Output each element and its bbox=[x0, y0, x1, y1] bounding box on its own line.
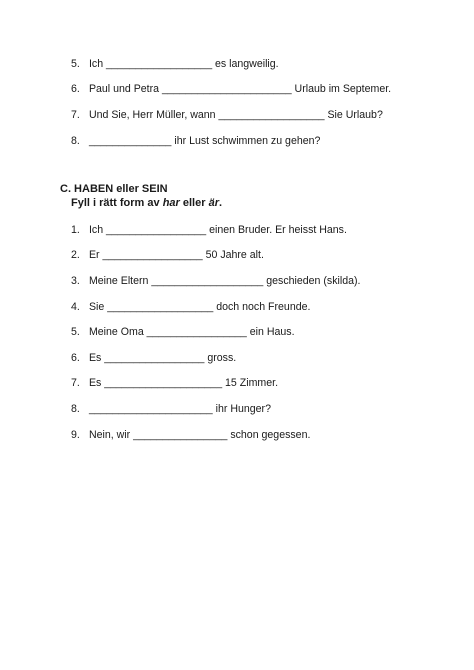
item-number: 5. bbox=[71, 58, 80, 70]
instruction-text-end: . bbox=[218, 197, 223, 209]
item-text: Es _________________ gross. bbox=[88, 352, 237, 364]
exercise-c-item-6 bbox=[71, 352, 236, 365]
instruction-word-har: har bbox=[162, 197, 180, 209]
item-number: 9. bbox=[71, 429, 80, 441]
item-number: 6. bbox=[71, 83, 80, 95]
section-c-instruction bbox=[71, 197, 222, 210]
exercise-c-item-2 bbox=[71, 249, 264, 262]
item-number: 1. bbox=[71, 224, 80, 236]
item-text: Er _________________ 50 Jahre alt. bbox=[88, 249, 264, 261]
item-text: Es ____________________ 15 Zimmer. bbox=[88, 377, 279, 389]
item-text: Paul und Petra ______________________ Urlaub im Septemer. bbox=[88, 83, 392, 95]
exercise-c-item-3 bbox=[71, 275, 360, 288]
item-number: 8. bbox=[71, 403, 80, 415]
section-c-title: C. HABEN eller SEIN bbox=[60, 183, 168, 195]
item-text: Meine Oma _________________ ein Haus. bbox=[88, 326, 295, 338]
exercise-c-item-5 bbox=[71, 326, 295, 339]
item-text: Nein, wir ________________ schon gegessen. bbox=[88, 429, 311, 441]
item-number: 4. bbox=[71, 301, 80, 313]
item-text: _____________________ ihr Hunger? bbox=[88, 403, 271, 415]
exercise-b-item-8 bbox=[71, 135, 320, 148]
item-number: 3. bbox=[71, 275, 80, 287]
item-number: 2. bbox=[71, 249, 80, 261]
item-text: Sie __________________ doch noch Freunde. bbox=[88, 301, 311, 313]
instruction-text: Fyll i rätt form av bbox=[71, 197, 163, 209]
item-number: 7. bbox=[71, 377, 80, 389]
instruction-text-mid: eller bbox=[179, 197, 209, 209]
item-text: Ich __________________ es langweilig. bbox=[88, 58, 279, 70]
item-number: 7. bbox=[71, 109, 80, 121]
item-text: ______________ ihr Lust schwimmen zu gehen? bbox=[88, 135, 321, 147]
exercise-b-item-6 bbox=[71, 83, 391, 96]
item-number: 5. bbox=[71, 326, 80, 338]
exercise-b-item-5 bbox=[71, 58, 279, 71]
exercise-c-item-9 bbox=[71, 429, 310, 442]
instruction-word-ar: är bbox=[208, 197, 219, 209]
item-text: Ich _________________ einen Bruder. Er heisst Hans. bbox=[88, 224, 347, 236]
item-text: Und Sie, Herr Müller, wann __________________ Sie Urlaub? bbox=[88, 109, 383, 121]
item-text: Meine Eltern ___________________ geschieden (skilda). bbox=[88, 275, 361, 287]
exercise-c-item-7 bbox=[71, 377, 278, 390]
exercise-c-item-8 bbox=[71, 403, 271, 416]
exercise-c-item-4 bbox=[71, 301, 310, 314]
item-number: 6. bbox=[71, 352, 80, 364]
exercise-b-item-7 bbox=[71, 109, 383, 122]
exercise-c-item-1 bbox=[71, 224, 347, 237]
item-number: 8. bbox=[71, 135, 80, 147]
